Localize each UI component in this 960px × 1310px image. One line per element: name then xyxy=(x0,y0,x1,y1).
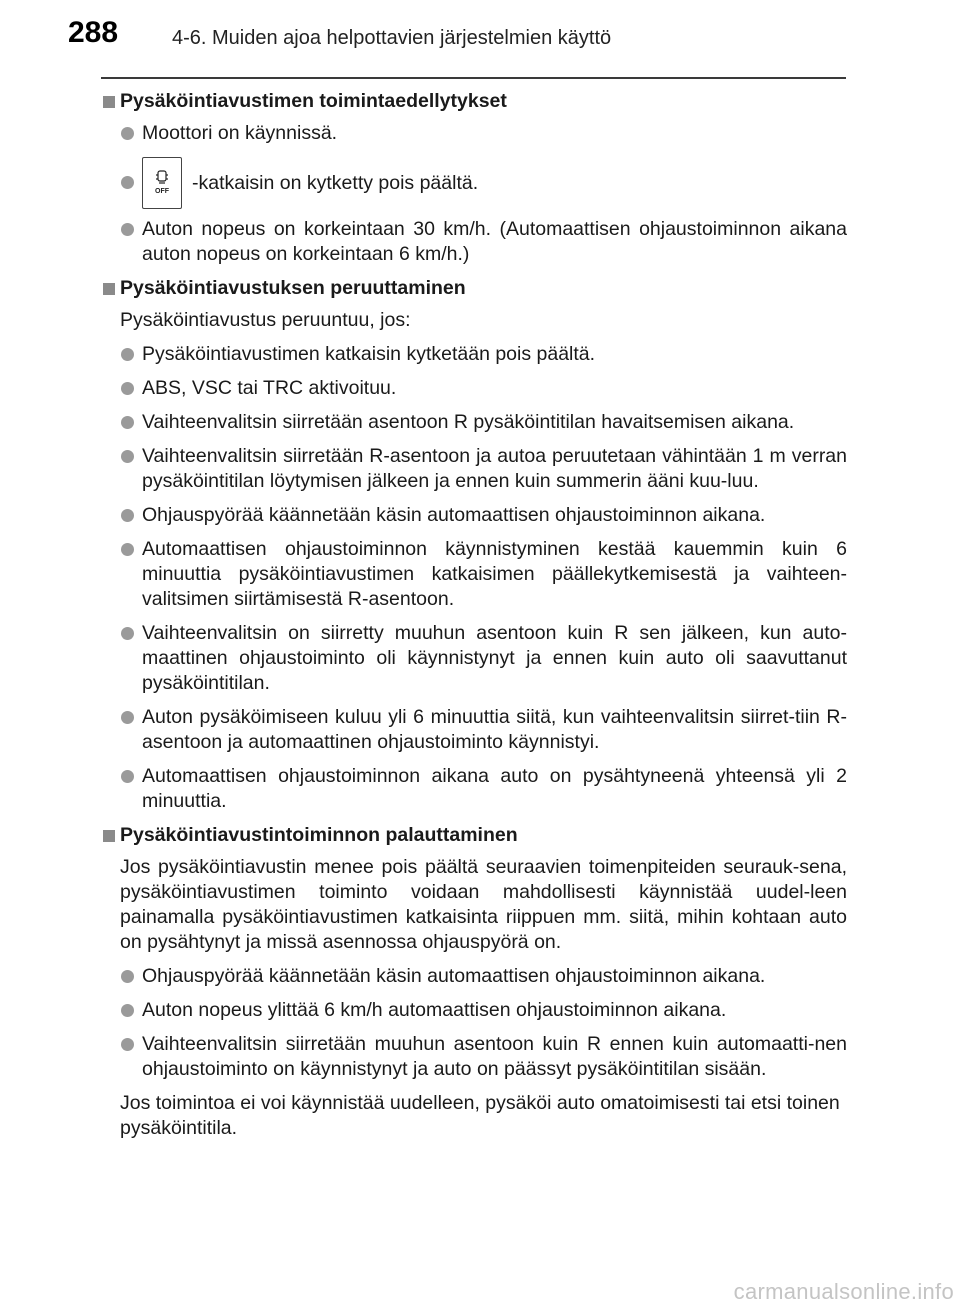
round-bullet-icon xyxy=(121,770,134,783)
section-outro: Jos toimintoa ei voi käynnistää uudelleen, pysäköi auto omatoimisesti tai etsi toinen pysäköintitila. xyxy=(120,1092,840,1139)
page-content xyxy=(101,89,847,1150)
round-bullet-icon xyxy=(121,1004,134,1017)
list-item xyxy=(101,964,847,989)
section-cancellation xyxy=(101,276,847,814)
section-intro: Pysäköintiavustus peruuntuu, jos: xyxy=(120,309,411,331)
list-item xyxy=(101,155,847,211)
section-heading-text: Pysäköintiavustimen toimintaedellytykset xyxy=(120,90,507,112)
list-item-text: Automaattisen ohjaustoiminnon aikana auto on pysähtyneenä yhteensä yli 2 minuuttia. xyxy=(142,765,847,812)
round-bullet-icon xyxy=(121,509,134,522)
square-bullet-icon xyxy=(103,96,115,108)
square-bullet-icon xyxy=(103,830,115,842)
running-header: 4-6. Muiden ajoa helpottavien järjestelmien käyttö xyxy=(172,27,612,49)
list-item-text: -katkaisin on kytketty pois päältä. xyxy=(192,171,479,194)
section-heading-text: Pysäköintiavustuksen peruuttaminen xyxy=(120,277,466,299)
section-conditions xyxy=(101,89,847,267)
round-bullet-icon xyxy=(121,176,134,189)
round-bullet-icon xyxy=(121,450,134,463)
round-bullet-icon xyxy=(121,970,134,983)
list-item xyxy=(101,410,847,435)
round-bullet-icon xyxy=(121,1038,134,1051)
list-item xyxy=(101,764,847,814)
vehicle-off-switch-icon xyxy=(142,157,182,209)
square-bullet-icon xyxy=(103,283,115,295)
list-item xyxy=(101,621,847,696)
round-bullet-icon xyxy=(121,223,134,236)
list-item xyxy=(101,376,847,401)
list-item xyxy=(101,1032,847,1082)
section-heading xyxy=(101,276,847,301)
list-item xyxy=(101,705,847,755)
list-item-text: Ohjauspyörää käännetään käsin automaattisen ohjaustoiminnon aikana. xyxy=(142,504,766,526)
section-intro: Jos pysäköintiavustin menee pois päältä seuraavien toimenpiteiden seurauk-sena, pysäköintiavustimen toiminto voidaan mahdollisesti käynnistää uudel-leen painamalla pysäköintiavustimen katkaisinta riippuen mm. siitä, mihin kohtaan auto on pysähtynyt ja missä asennossa ohjauspyörä on. xyxy=(120,856,847,953)
list-item-text: ABS, VSC tai TRC aktivoituu. xyxy=(142,377,397,399)
list-item xyxy=(101,121,847,146)
list-item-text: Pysäköintiavustimen katkaisin kytketään pois päältä. xyxy=(142,343,596,365)
section-heading xyxy=(101,823,847,848)
section-heading-text: Pysäköintiavustintoiminnon palauttaminen xyxy=(120,824,518,846)
list-item xyxy=(101,217,847,267)
round-bullet-icon xyxy=(121,627,134,640)
round-bullet-icon xyxy=(121,543,134,556)
page-number: 288 xyxy=(68,16,119,49)
header-rule xyxy=(101,77,846,79)
list-item xyxy=(101,998,847,1023)
list-item-text: Moottori on käynnissä. xyxy=(142,122,338,144)
list-item-text: Auton nopeus ylittää 6 km/h automaattisen ohjaustoiminnon aikana. xyxy=(142,999,727,1021)
list-item xyxy=(101,537,847,612)
list-item-text: Vaihteenvalitsin siirretään asentoon R pysäköintitilan havaitsemisen aikana. xyxy=(142,411,795,433)
round-bullet-icon xyxy=(121,711,134,724)
section-restore xyxy=(101,823,847,1141)
list-item-text: Auton pysäköimiseen kuluu yli 6 minuuttia siitä, kun vaihteenvalitsin siirret-tiin R-asentoon ja automaattinen ohjaustoiminto käynnistyi. xyxy=(142,706,847,753)
round-bullet-icon xyxy=(121,348,134,361)
list-item-text: Ohjauspyörää käännetään käsin automaattisen ohjaustoiminnon aikana. xyxy=(142,965,766,987)
list-item xyxy=(101,503,847,528)
round-bullet-icon xyxy=(121,382,134,395)
switch-label: OFF xyxy=(155,188,169,195)
list-item-text: Auton nopeus on korkeintaan 30 km/h. (Automaattisen ohjaustoiminnon aikana auton nopeus on korkeintaan 6 km/h.) xyxy=(142,218,847,265)
list-item xyxy=(101,444,847,494)
list-item-text: Automaattisen ohjaustoiminnon käynnistyminen kestää kauemmin kuin 6 minuuttia pysäköintiavustimen katkaisimen päällekytkemisestä ja vaihteen-valitsimen siirtämisestä R-asentoon. xyxy=(142,538,847,610)
list-item-text: Vaihteenvalitsin siirretään R-asentoon ja autoa peruutetaan vähintään 1 m verran pysäköintitilan löytymisen jälkeen ja ennen kuin summerin ääni kuu-luu. xyxy=(142,445,847,492)
watermark: carmanualsonline.info xyxy=(733,1279,954,1304)
section-heading xyxy=(101,89,847,114)
round-bullet-icon xyxy=(121,416,134,429)
list-item-text: Vaihteenvalitsin on siirretty muuhun asentoon kuin R sen jälkeen, kun auto-maattinen ohjaustoiminto oli käynnistynyt ja ennen kuin auto oli saavuttanut pysäköintitilan. xyxy=(142,622,847,694)
list-item-text: Vaihteenvalitsin siirretään muuhun asentoon kuin R ennen kuin automaatti-nen ohjaustoiminto on käynnistynyt ja auto on päässyt pysäköintitilan sisään. xyxy=(142,1033,847,1080)
round-bullet-icon xyxy=(121,127,134,140)
list-item xyxy=(101,342,847,367)
